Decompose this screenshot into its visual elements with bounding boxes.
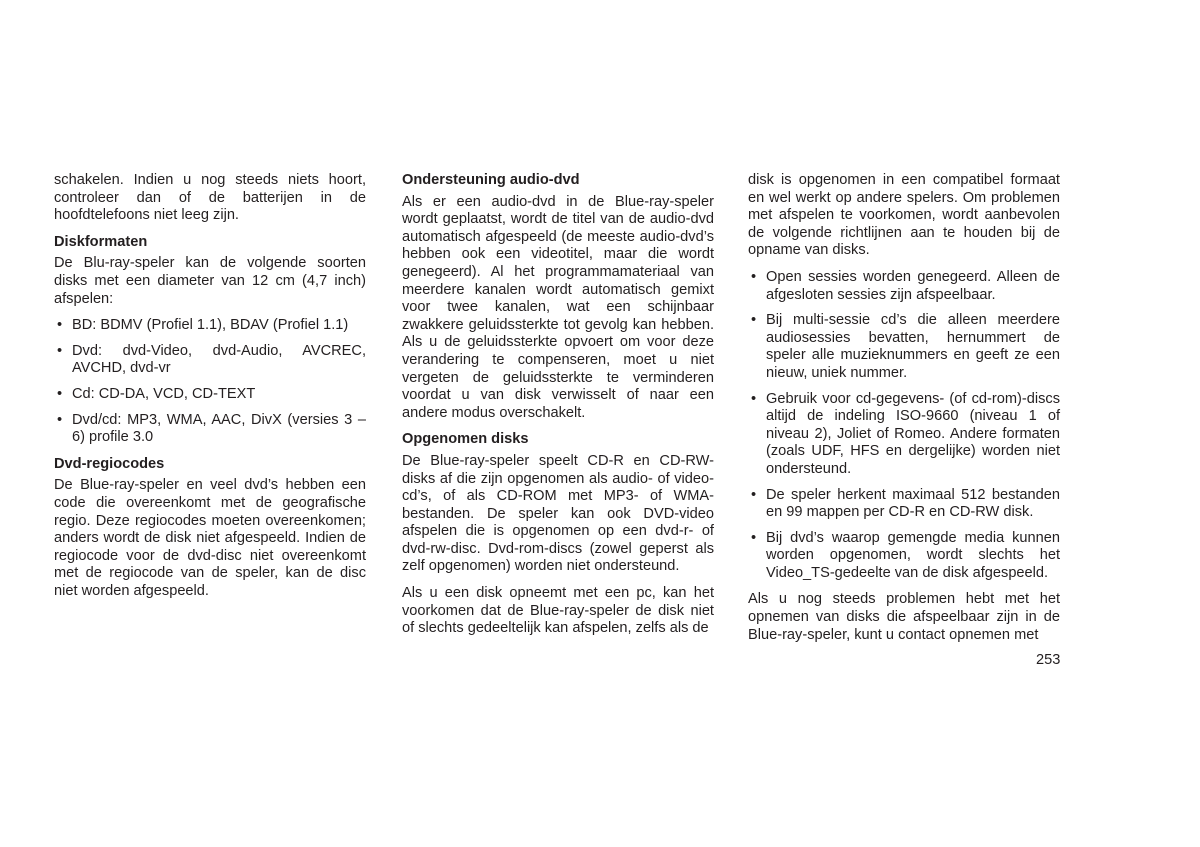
list-item: • Gebruik voor cd-gegevens- (of cd-rom)-discs altijd de indeling ISO-9660 (niveau 1 of niveau 2), Joliet of Romeo. Andere formaten (zoals UDF, HFS en dergelijke) worden niet ondersteund.: [748, 391, 1060, 479]
list-item: • Cd: CD-DA, VCD, CD-TEXT: [54, 386, 366, 404]
guidelines-list: [748, 269, 1060, 583]
diskformats-paragraph: De Blu-ray-speler kan de volgende soorten disks met een diameter van 12 cm (4,7 inch) afspelen:: [54, 255, 366, 307]
audio-dvd-paragraph: Als er een audio-dvd in de Blue-ray-speler wordt geplaatst, wordt de titel van de audio-dvd automatisch afgespeeld (de meeste audio-dvd’s hebben ook een videotitel, maar die wordt genegeerd). Al het programmamateriaal van meerdere kanalen wordt automatisch gemixt voor twee kanalen, wat een schijnbaar zwakkere geluidssterkte tot gevolg kan hebben. Als u de geluidssterkte opvoert om voor deze verandering te compenseren, moet u niet vergeten de geluidssterkte te verminderen voordat u van disk verwisselt of naar een andere modus overschakelt.: [402, 193, 714, 421]
final-paragraph: Als u nog steeds problemen hebt met het opnemen van disks die afspeelbaar zijn in de Blue-ray-speler, kunt u contact opnemen met: [748, 591, 1060, 643]
list-item: • BD: BDMV (Profiel 1.1), BDAV (Profiel 1.1): [54, 317, 366, 335]
regiocodes-paragraph: De Blue-ray-speler en veel dvd’s hebben een code die overeenkomt met de geografische regio. Deze regiocodes moeten overeenkomen; anders wordt de disk niet afgespeeld. Indien de regiocode voor de dvd-disc niet overeenkomt met de regiocode van de speler, kan de disc niet worden afgespeeld.: [54, 477, 366, 599]
column-right: [748, 172, 1060, 653]
audio-dvd-heading: Ondersteuning audio-dvd: [402, 172, 580, 188]
regiocodes-heading: Dvd-regiocodes: [54, 455, 165, 472]
recorded-disks-heading: Opgenomen disks: [402, 431, 529, 448]
column-left: [54, 172, 366, 609]
intro-paragraph: schakelen. Indien u nog steeds niets hoort, controleer dan of de batterijen in de hoofdtelefoons niet leeg zijn.: [54, 172, 366, 224]
continuation-paragraph: disk is opgenomen in een compatibel formaat en wel werkt op andere spelers. Om problemen met afspelen te voorkomen, wordt aanbevolen de volgende richtlijnen aan te houden bij de opname van disks.: [748, 172, 1060, 259]
recorded-disks-paragraph: De Blue-ray-speler speelt CD-R en CD-RW-disks af die zijn opgenomen als audio- of video-cd’s, of als CD-ROM met MP3- of WMA-bestanden. De speler kan ook DVD-video afspelen die is opgenomen op een dvd-r- of dvd-rw-disc. Dvd-rom-discs (zowel geperst als zelf opgenomen) worden niet ondersteund.: [402, 452, 714, 575]
list-item: • Dvd: dvd-Video, dvd-Audio, AVCREC, AVCHD, dvd-vr: [54, 343, 366, 378]
list-item: • De speler herkent maximaal 512 bestanden en 99 mappen per CD-R en CD-RW disk.: [748, 487, 1060, 522]
list-item: • Dvd/cd: MP3, WMA, AAC, DivX (versies 3 – 6) profile 3.0: [54, 412, 366, 447]
diskformats-heading: Diskformaten: [54, 233, 148, 250]
page-number: 253: [1036, 652, 1061, 668]
column-middle: [402, 172, 714, 647]
formats-list: [54, 317, 366, 447]
list-item: • Bij dvd’s waarop gemengde media kunnen worden opgenomen, wordt slechts het Video_TS-gedeelte van de disk afgespeeld.: [748, 530, 1060, 583]
list-item: • Bij multi-sessie cd’s die alleen meerdere audiosessies bevatten, hernummert de speler alle muzieknummers en geeft ze een nieuw, uniek nummer.: [748, 312, 1060, 382]
pc-recording-paragraph: Als u een disk opneemt met een pc, kan het voorkomen dat de Blue-ray-speler de disk niet of slechts gedeeltelijk kan afspelen, zelfs als de: [402, 585, 714, 637]
list-item: • Open sessies worden genegeerd. Alleen de afgesloten sessies zijn afspeelbaar.: [748, 269, 1060, 304]
